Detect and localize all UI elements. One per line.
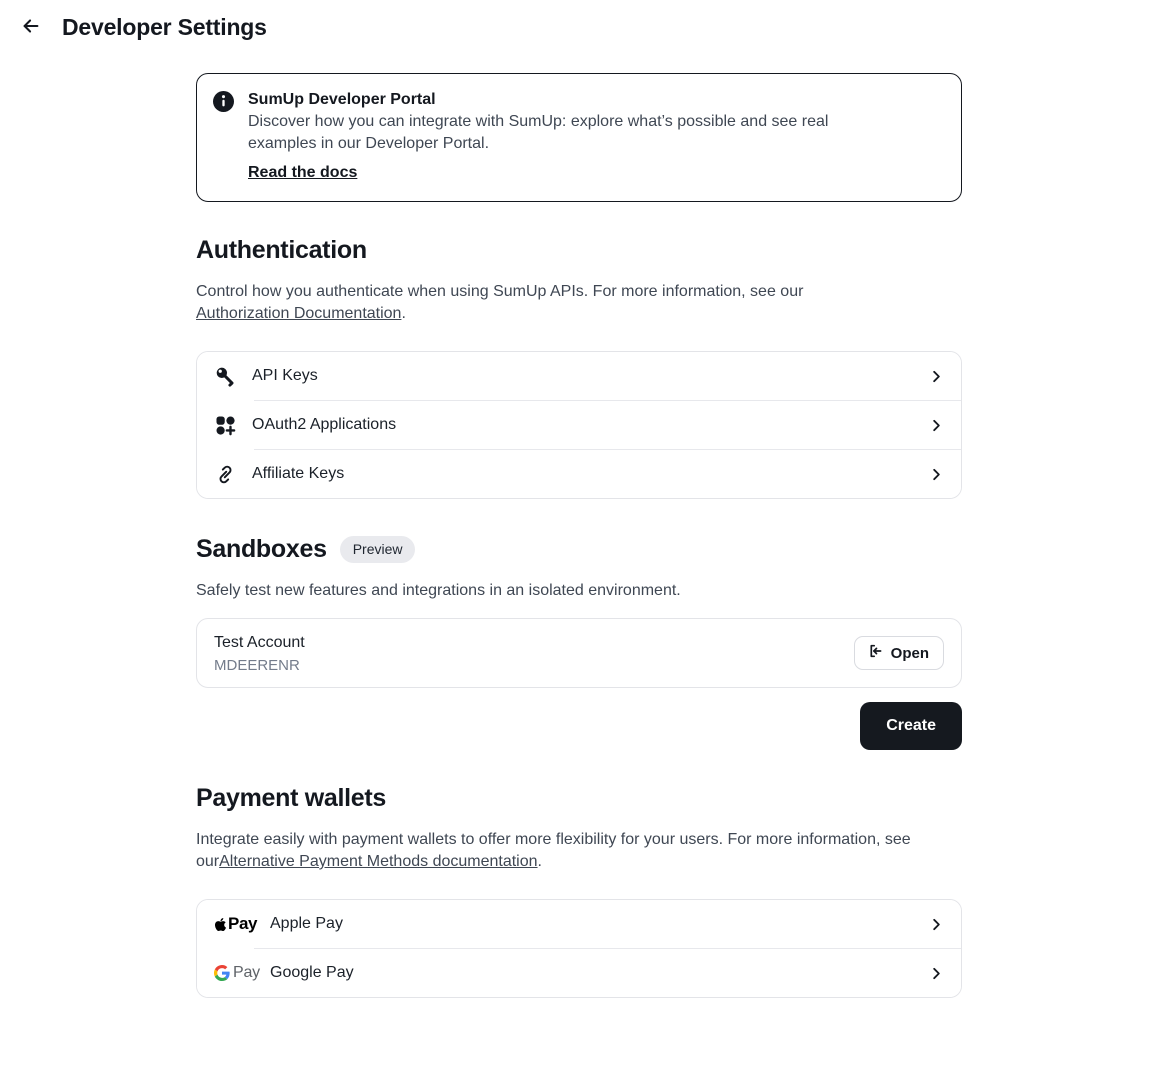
apple-pay-mark xyxy=(214,914,264,934)
payment-wallets-description-text: Integrate easily with payment wallets to offer more flexibility for your users. For more information, see our xyxy=(196,831,911,870)
apple-logo-icon xyxy=(214,917,227,932)
create-row xyxy=(196,702,962,750)
payment-wallets-heading: Payment wallets xyxy=(196,784,387,812)
authentication-heading: Authentication xyxy=(196,236,367,264)
list-item-label: Google Pay xyxy=(270,964,354,981)
list-item-apple-pay[interactable] xyxy=(197,900,961,948)
apple-pay-mark-text: Pay xyxy=(228,914,258,933)
sandboxes-heading: Sandboxes xyxy=(196,535,327,563)
account-code: MDEERENR xyxy=(214,657,300,674)
list-item-label: Affiliate Keys xyxy=(252,465,345,482)
list-item-oauth2-applications[interactable] xyxy=(197,401,961,449)
google-pay-mark-text: Pay xyxy=(233,964,260,981)
list-item-label: OAuth2 Applications xyxy=(252,416,397,433)
authentication-list xyxy=(196,351,962,499)
payment-wallets-description-period: . xyxy=(537,853,542,870)
payment-wallets-list xyxy=(196,899,962,998)
chevron-right-icon xyxy=(929,418,944,433)
authentication-description-text: Control how you authenticate when using SumUp APIs. For more information, see our xyxy=(196,283,804,300)
payment-wallets-description xyxy=(196,829,944,873)
authentication-description-period: . xyxy=(401,305,406,322)
back-button[interactable] xyxy=(16,12,46,42)
sandboxes-description: Safely test new features and integrations in an isolated environment. xyxy=(196,582,681,599)
banner-body: Discover how you can integrate with SumUp: explore what’s possible and see real examples in our Developer Portal. xyxy=(248,113,829,152)
open-button-label: Open xyxy=(890,644,929,662)
alternative-payment-methods-link[interactable]: Alternative Payment Methods documentation xyxy=(219,853,538,870)
banner-title: SumUp Developer Portal xyxy=(248,91,436,108)
chevron-right-icon xyxy=(929,467,944,482)
info-icon xyxy=(213,91,234,182)
banner-content xyxy=(248,89,852,182)
sandboxes-heading-row xyxy=(196,535,962,564)
account-name: Test Account xyxy=(214,634,305,651)
list-item-affiliate-keys[interactable] xyxy=(197,450,961,498)
authentication-description xyxy=(196,281,826,325)
open-icon xyxy=(867,643,883,663)
preview-badge: Preview xyxy=(340,536,416,563)
main-content xyxy=(196,73,962,998)
authorization-documentation-link[interactable]: Authorization Documentation xyxy=(196,305,402,322)
google-logo-icon xyxy=(214,965,230,981)
account-info xyxy=(214,632,305,674)
key-icon xyxy=(214,365,237,388)
chevron-right-icon xyxy=(929,966,944,981)
developer-portal-banner xyxy=(196,73,962,202)
list-item-label: API Keys xyxy=(252,367,318,384)
chevron-right-icon xyxy=(929,369,944,384)
list-item-api-keys[interactable] xyxy=(197,352,961,400)
list-item-label: Apple Pay xyxy=(270,915,343,932)
back-arrow-icon xyxy=(20,15,42,40)
link-icon xyxy=(214,463,237,486)
page-header xyxy=(0,0,1162,52)
create-button[interactable]: Create xyxy=(860,702,962,750)
list-item-google-pay[interactable] xyxy=(197,949,961,997)
apps-icon xyxy=(214,414,237,437)
page-title: Developer Settings xyxy=(62,13,267,40)
google-pay-mark xyxy=(214,964,264,982)
test-account-card xyxy=(196,618,962,688)
chevron-right-icon xyxy=(929,917,944,932)
read-the-docs-link[interactable]: Read the docs xyxy=(248,164,358,181)
open-button[interactable] xyxy=(854,636,944,670)
